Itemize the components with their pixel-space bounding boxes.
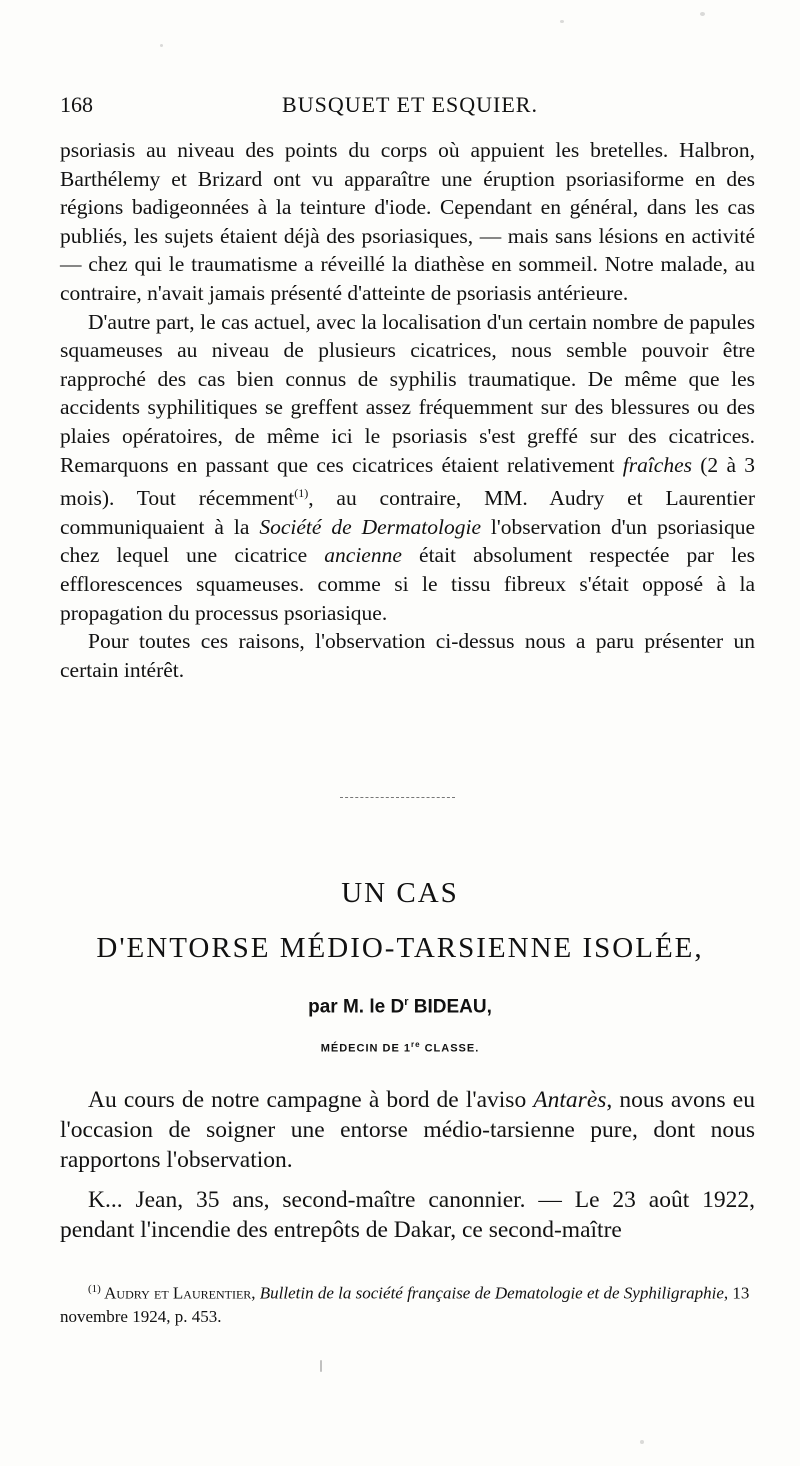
paragraph xyxy=(60,308,755,628)
footnote-rest: , 13 novembre 1924, p. 453. xyxy=(60,1283,750,1326)
text-run: , au contraire, MM. Audry et Laurentier communiquaient à la xyxy=(60,486,755,539)
text-run: , nous avons eu l'occasion de soigner une entorse médio-tarsienne pure, dont nous rapportons l'observation. xyxy=(60,1087,755,1173)
article-title-line2: D'ENTORSE MÉDIO-TARSIENNE ISOLÉE, xyxy=(96,932,704,964)
footnote xyxy=(60,1278,760,1328)
text-run: Au cours de notre campagne à bord de l'aviso xyxy=(88,1087,534,1113)
author-name: BIDEAU, xyxy=(408,996,492,1018)
text-run: D'autre part, le cas actuel, avec la localisation d'un certain nombre de papules squameuses au niveau de plusieurs cicatrices, nous semble pouvoir être rapproché des cas bien connus de syphilis traumatique. De même que les accidents syphilitiques se greffent assez fréquemment sur des blessures ou des plaies opératoires, de même ici le psoriasis s'est greffé sur des cicatrices. Remarquons en passant que ces cicatrices étaient relativement xyxy=(60,309,755,477)
rank-text: MÉDECIN DE 1 xyxy=(320,1042,411,1055)
rank-text: CLASSE. xyxy=(420,1042,480,1055)
author-prefix: par M. le D xyxy=(308,996,405,1018)
scan-speck xyxy=(560,20,564,23)
text-run: l'observation d'un psoriasique chez lequel une cicatrice xyxy=(60,514,755,568)
footnote-marker: (1) xyxy=(88,1283,101,1295)
article-title-line1: UN CAS xyxy=(341,877,459,909)
italic-text: ancienne xyxy=(324,543,402,568)
author-rank xyxy=(0,1040,800,1055)
paragraph: Pour toutes ces raisons, l'observation ci-dessus nous a paru présenter un certain intérêt. xyxy=(60,629,755,682)
scan-speck xyxy=(700,12,705,16)
footnote-authors: Audry et Laurentier, xyxy=(100,1283,260,1303)
running-title: BUSQUET ET ESQUIER. xyxy=(282,92,538,117)
article-author xyxy=(0,996,800,1018)
paragraph: psoriasis au niveau des points du corps où appuient les bretelles. Halbron, Barthélemy et Brizard ont vu apparaître une éruption psoriasiforme en des régions badigeonnées à la teinture d'iode. Cependant en général, dans les cas publiés, les sujets étaient déjà des psoriasiques, — mais sans lésions en activité — chez qui le traumatisme a réveillé la diathèse en sommeil. Notre malade, au contraire, n'avait jamais présenté d'atteinte de psoriasis antérieure. xyxy=(60,138,755,305)
scan-speck xyxy=(640,1440,644,1444)
section-separator xyxy=(340,797,455,798)
italic-text: Antarès xyxy=(533,1087,607,1113)
page-header xyxy=(60,92,760,122)
paragraph: K... Jean, 35 ans, second-maître canonnier. — Le 23 août 1922, pendant l'incendie des entrepôts de Dakar, ce second-maître xyxy=(60,1187,755,1243)
scan-speck xyxy=(160,44,163,47)
paragraph xyxy=(60,1085,755,1175)
text-run: était absolument respectée par les efflorescences squameuses. comme si le tissu fibreux s'était opposé à la propagation du processus psoriasique. xyxy=(60,543,755,625)
scan-mark xyxy=(320,1360,322,1372)
article-body xyxy=(60,1085,755,1255)
text-run: (2 à 3 mois). Tout récemment xyxy=(60,452,755,511)
footnote-text xyxy=(60,1278,760,1328)
page-number: 168 xyxy=(60,92,93,117)
author-sup: r xyxy=(404,996,409,1008)
footnote-journal: Bulletin de la société française de Dematologie et de Syphiligraphie xyxy=(259,1283,724,1303)
italic-text: fraîches xyxy=(622,452,693,477)
italic-text: Société de Dermatologie xyxy=(259,514,481,539)
previous-article-text xyxy=(60,136,755,684)
rank-sup: re xyxy=(410,1040,421,1049)
footnote-ref: (1) xyxy=(294,486,309,501)
